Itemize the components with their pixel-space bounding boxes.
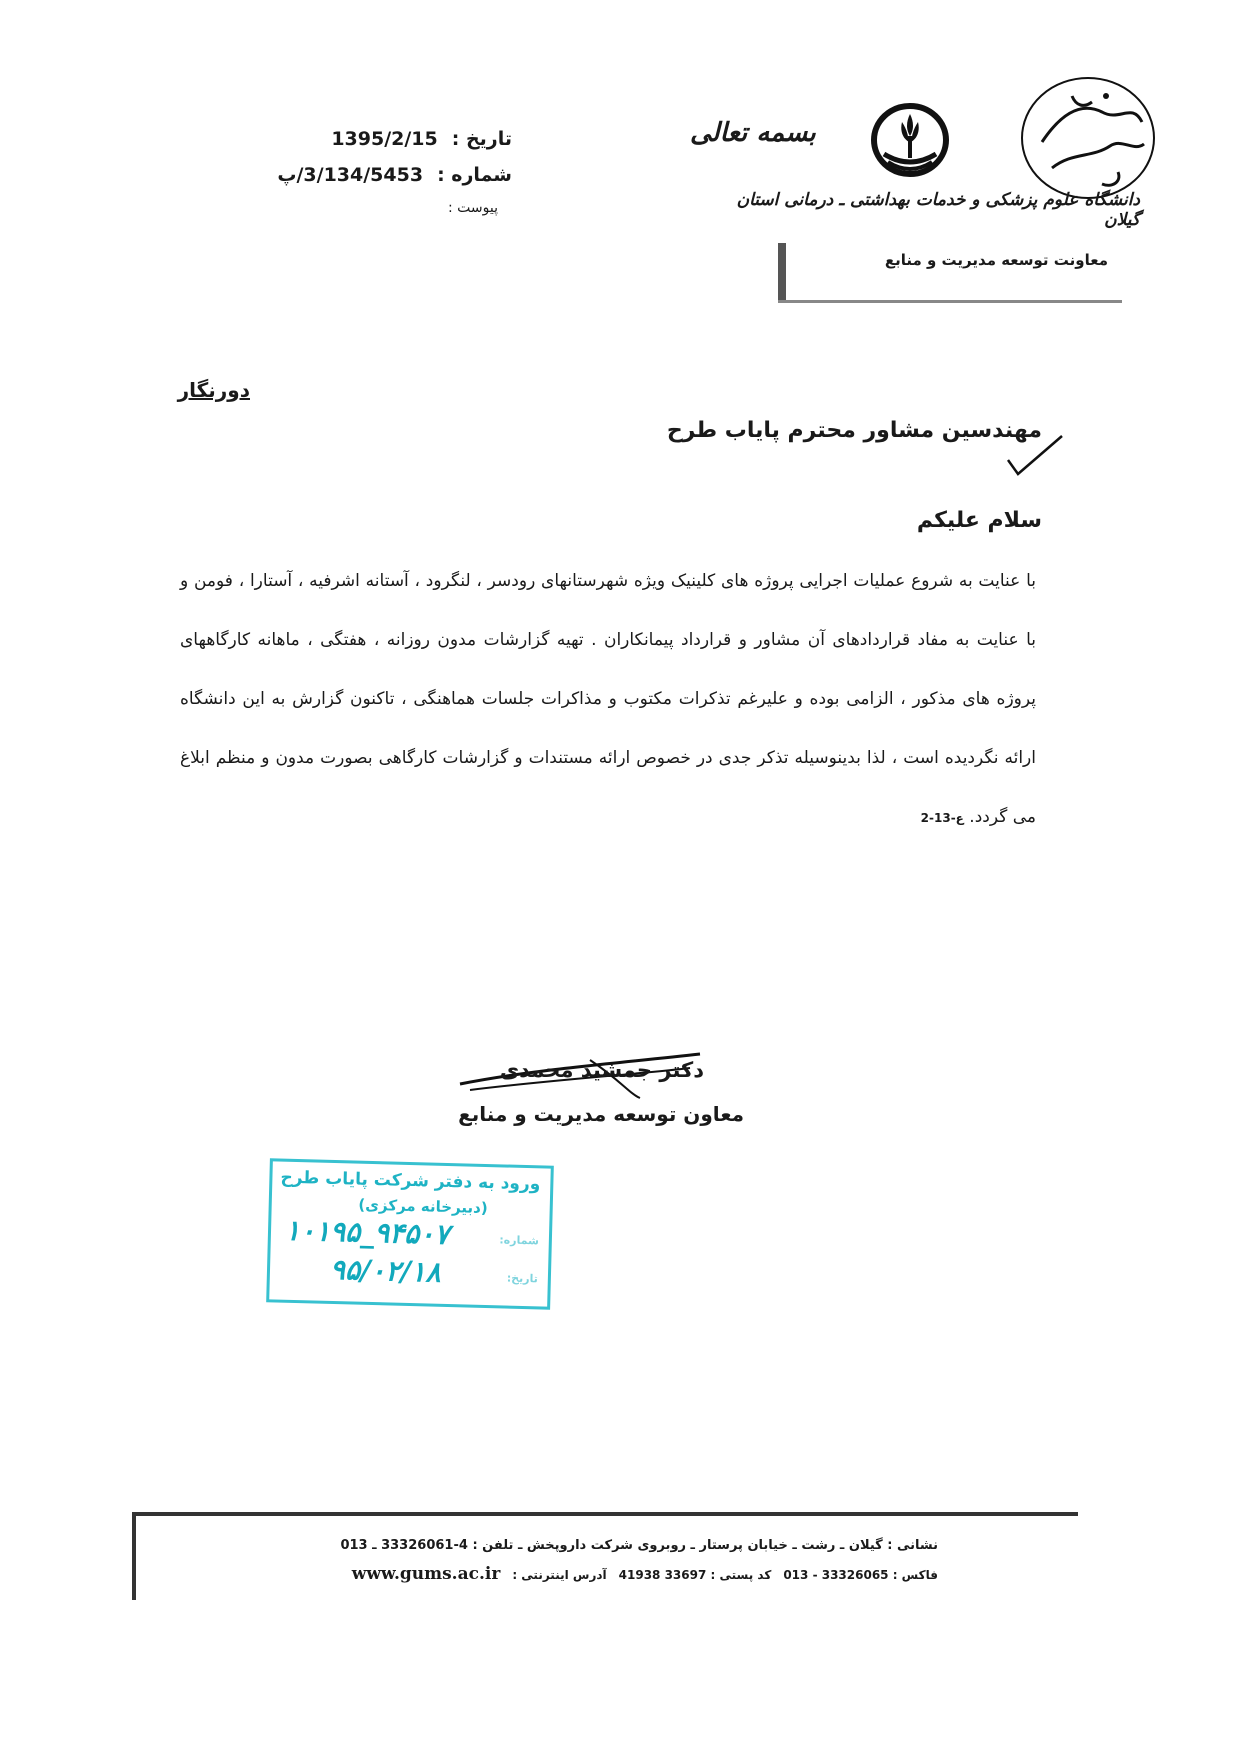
footer-address: نشانی : گیلان ـ رشت ـ خیابان پرستار ـ روبروی شرکت داروپخش ـ تلفن : 4-33326061 ـ 013 [340, 1538, 938, 1553]
department-box [778, 243, 1122, 303]
university-emblem-icon [862, 100, 958, 186]
bismillah: بسمه تعالی [690, 118, 816, 148]
stamp-number-value: ۱۰۱۹۵_۹۴۵۰۷ [284, 1213, 450, 1252]
department-title: معاونت توسعه مدیریت و منابع [884, 251, 1108, 269]
stamp-date-label: تاریخ: [506, 1271, 539, 1286]
stamp-date-value: ۹۵/۰۲/۱۸ [329, 1252, 442, 1289]
date-label: تاریخ : [451, 128, 512, 150]
greeting: سلام علیکم [916, 508, 1042, 533]
footer-postal: کد پستی : 33697 41938 [618, 1568, 772, 1582]
number-row [277, 164, 512, 186]
footer-top-rule [132, 1512, 1078, 1516]
signature-block [440, 1040, 770, 1170]
stamp-number-label: شماره: [499, 1233, 540, 1248]
stamp-line1: ورود به دفتر شرکت پایاب طرح [280, 1167, 541, 1195]
university-name: دانشگاه علوم پزشکی و خدمات بهداشتی ـ درمانی استان گیلان [736, 190, 1140, 230]
stamp-line2: (دبیرخانه مرکزی) [358, 1195, 488, 1218]
attachment-row [448, 200, 498, 216]
handwritten-logo-icon [1002, 72, 1162, 202]
check-mark-icon [1004, 428, 1064, 480]
number-value: 3/134/5453/پ [277, 164, 424, 186]
letter-body-text: با عنایت به شروع عملیات اجرایی پروژه های کلینیک ویژه شهرستانهای رودسر ، لنگرود ، آستانه اشرفیه ، آستارا ، فومن و با عنایت به مفاد قراردادهای آن مشاور و قرارداد پیمانکاران . تهیه گزارشات مدون روزانه ، هفتگی ، ماهانه کارگاههای پروژه های مذکور ، الزامی بوده و علیرغم تذکرات مکتوب و مذاکرات جلسات هماهنگی ، تاکنون گزارش به این دانشگاه ارائه نگردیده است ، لذا بدینوسیله تذکر جدی در خصوص ارائه مستندات و گزارشات کارگاهی بصورت مدون و منظم ابلاغ می گردد. [180, 571, 1036, 827]
footer-web-label: آدرس اینترنتی : [512, 1568, 607, 1582]
department-bar [778, 243, 786, 301]
signatory-name: دکتر جمشید محمدی [499, 1058, 704, 1082]
attachment-label: پیوست : [448, 200, 498, 216]
date-row [331, 128, 512, 150]
footer-website[interactable]: www.gums.ac.ir [351, 1564, 501, 1584]
signatory-title: معاون توسعه مدیریت و منابع [458, 1102, 744, 1126]
department-underline [778, 300, 1122, 303]
footer-fax: فاکس : 33326065 - 013 [783, 1568, 938, 1582]
footer-contact [352, 1564, 938, 1584]
footer [132, 1512, 1078, 1602]
date-value: 1395/2/15 [331, 128, 438, 150]
recipient: مهندسین مشاور محترم پایاب طرح [666, 418, 1042, 443]
letter-body [180, 552, 1036, 848]
fax-label: دورنگار [177, 378, 250, 402]
footer-left-rule [132, 1512, 136, 1600]
number-label: شماره : [437, 164, 512, 186]
reference-code: ع-13-2 [920, 811, 964, 825]
receipt-stamp [266, 1158, 554, 1309]
